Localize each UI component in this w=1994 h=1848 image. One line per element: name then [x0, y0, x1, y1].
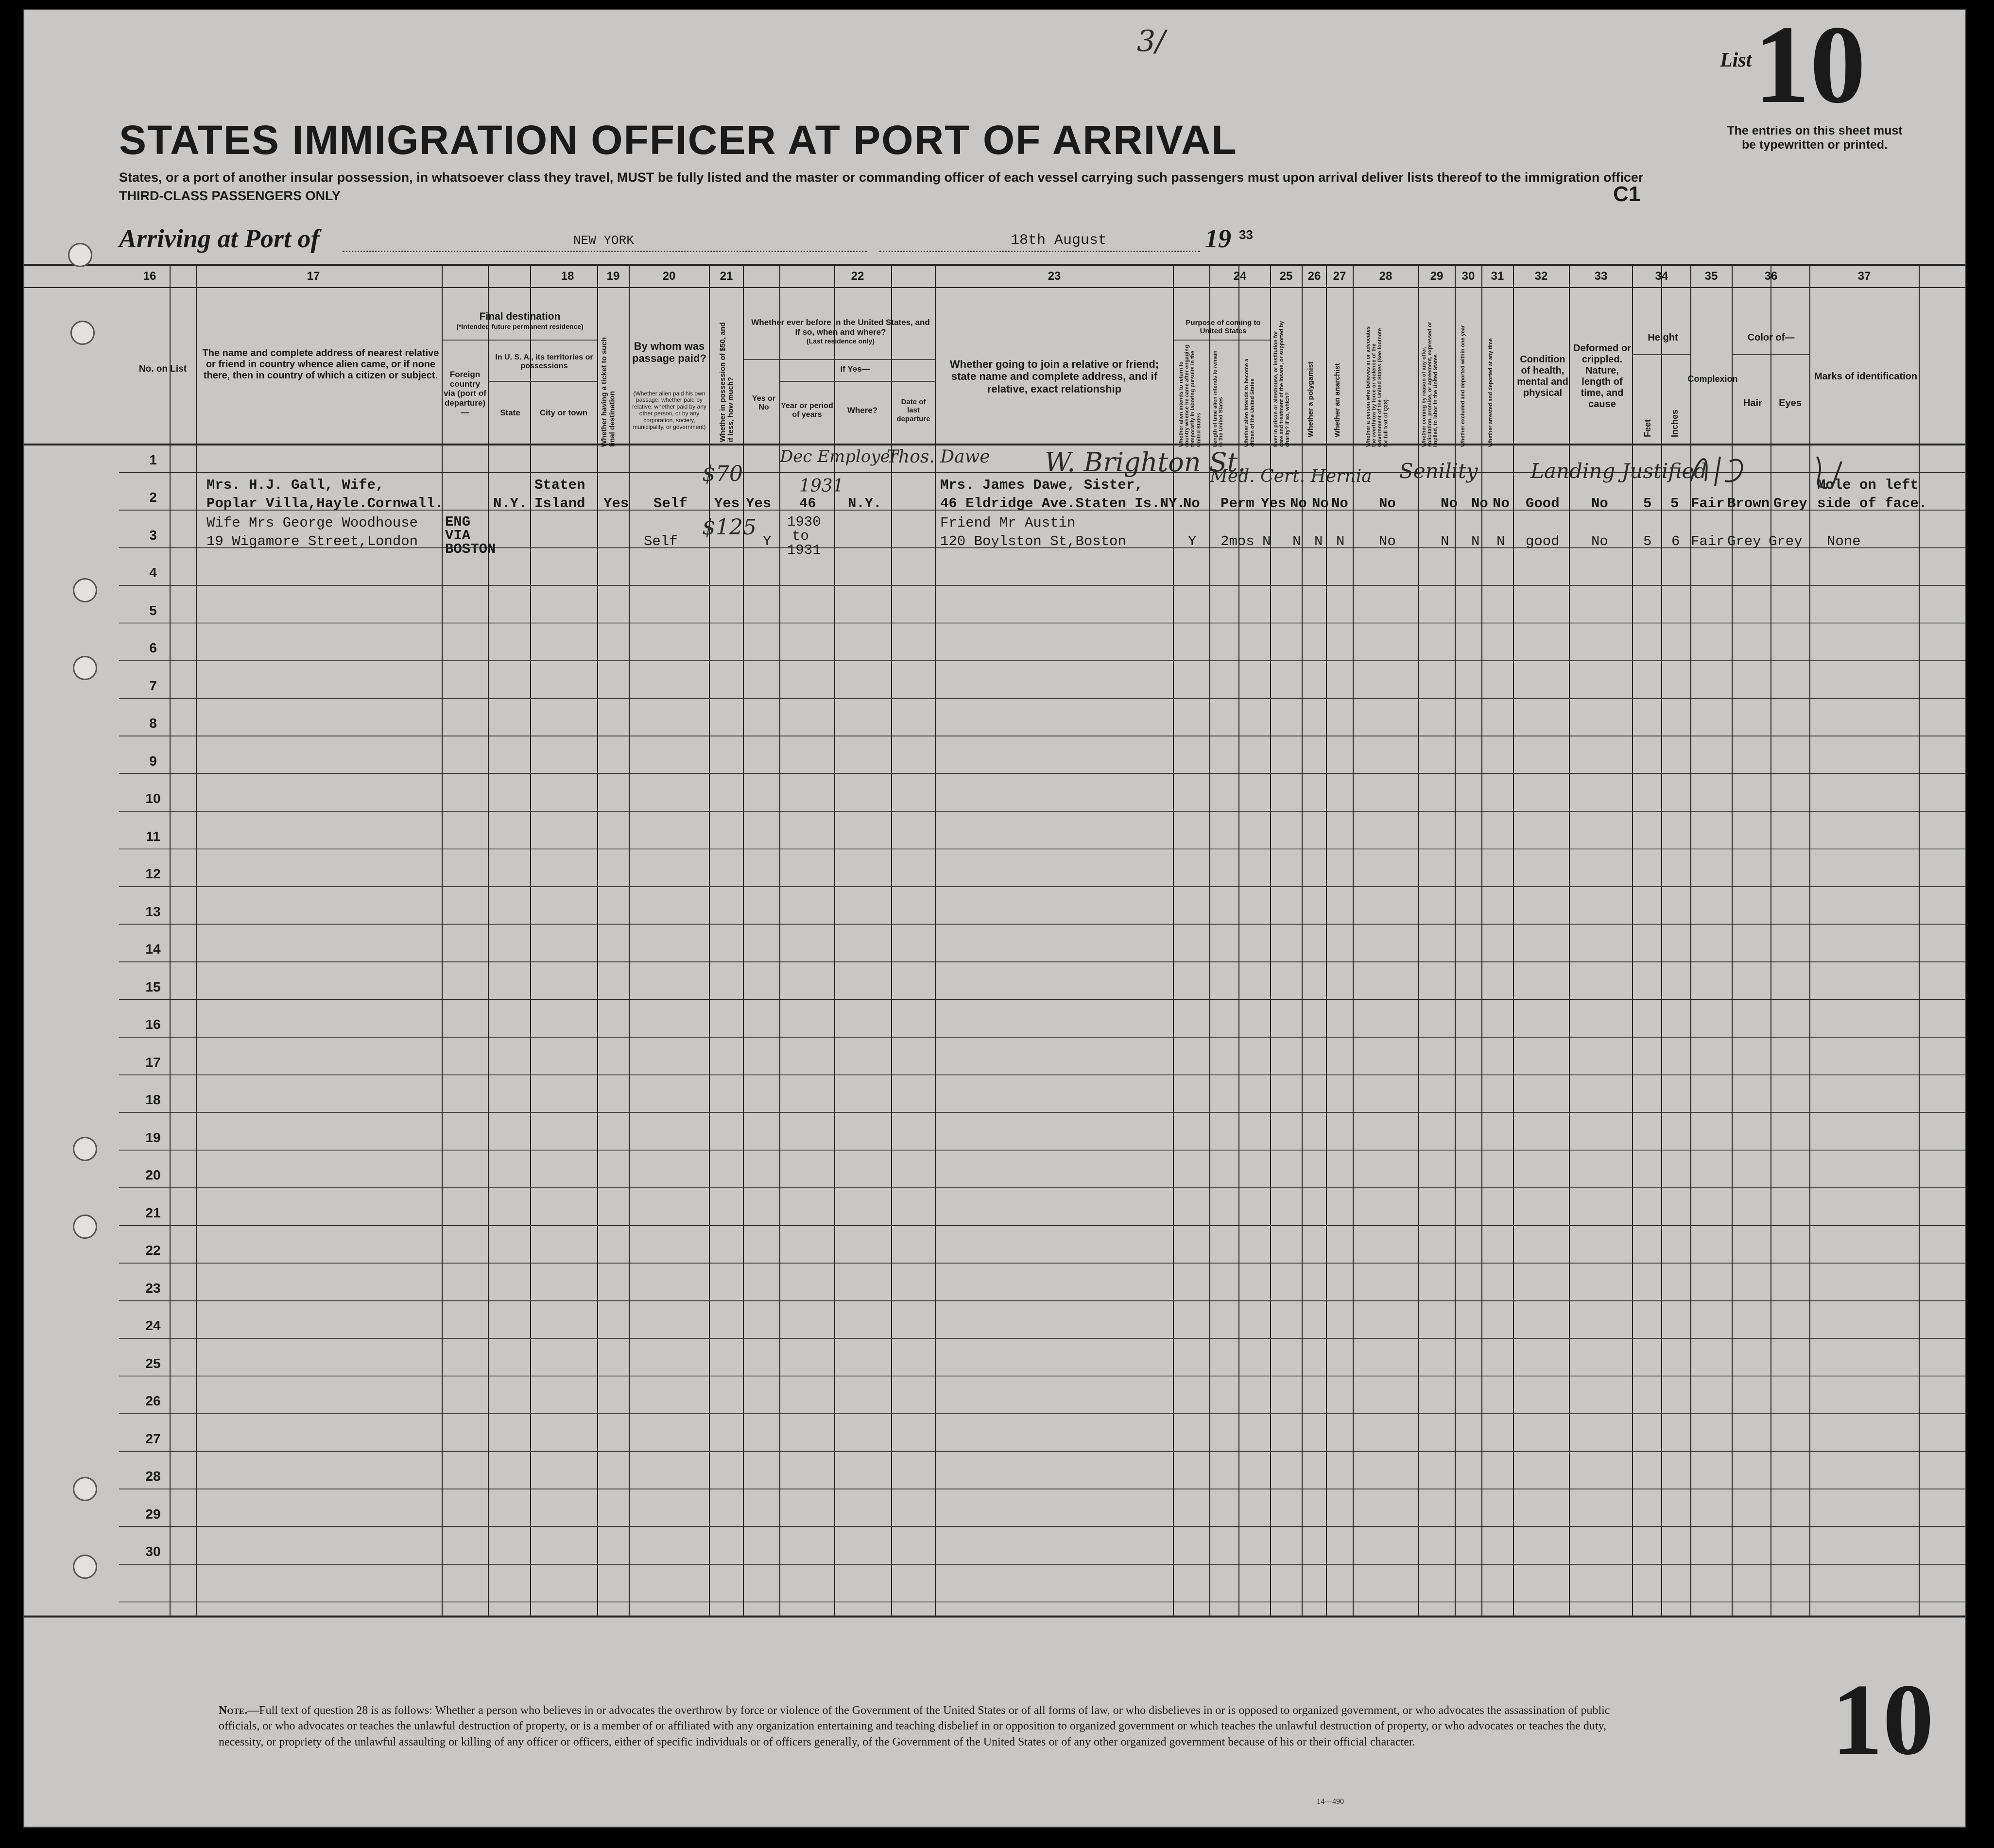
hdr-final-destination-title: Final destination	[479, 310, 561, 322]
row2-purpose-a: Y	[1188, 533, 1197, 549]
hdr-purpose: Purpose of coming to United States	[1186, 318, 1261, 335]
hdr-ever-before	[748, 317, 933, 346]
column-number: 29	[1430, 270, 1444, 283]
row-number: 27	[145, 1431, 161, 1446]
column-number: 24	[1233, 270, 1247, 283]
hdr-state: State	[500, 408, 520, 418]
hdr-foreign-country: Foreign country via (port of departure)—	[444, 370, 486, 417]
column-number: 27	[1333, 270, 1346, 283]
typed-note-line2: be typewritten or printed.	[1741, 138, 1888, 152]
hdr-polygamist: Whether a polygamist	[1306, 361, 1315, 437]
hdr-final-destination-sub: (*Intended future permanent residence)	[456, 323, 584, 331]
row1-foreign: ENG	[445, 514, 471, 530]
row-number: 19	[145, 1129, 161, 1145]
row-number: 22	[145, 1243, 161, 1258]
row1-polygamist: No	[1312, 496, 1329, 512]
row1-paid-by: Self	[653, 496, 688, 512]
row2-year	[787, 515, 821, 557]
handwritten-top-mark: 3/	[1137, 24, 1166, 58]
row1-q30: No	[1471, 496, 1488, 512]
row-number: 1	[149, 452, 157, 467]
handwritten-health-note: Senility	[1399, 459, 1478, 483]
row1-year: 46	[799, 496, 816, 512]
row2-feet: 5	[1643, 533, 1652, 549]
row1-purpose-b: Perm	[1220, 496, 1255, 512]
year-prefix: 19	[1205, 224, 1231, 253]
row2-joining-2: 120 Boylston St,Boston	[940, 533, 1126, 549]
row2-year-2: to	[792, 528, 809, 544]
row2-prison: N	[1292, 533, 1301, 549]
row-number: 10	[145, 791, 161, 806]
hdr-where: Where?	[847, 406, 878, 415]
row1-money: Yes	[714, 496, 740, 512]
punch-hole	[68, 243, 92, 267]
handwritten-year-row1: 1931	[799, 476, 844, 496]
row2-hair: Grey	[1727, 533, 1761, 549]
row2-marks: None	[1827, 533, 1861, 549]
row2-q31: N	[1496, 533, 1505, 549]
row2-joining-1: Friend Mr Austin	[940, 515, 1076, 531]
row-number: 5	[149, 602, 157, 618]
handwritten-money-row1: $70	[702, 462, 743, 486]
row1-complexion: Fair	[1691, 496, 1725, 512]
hdr-prison: Ever in prison or almshouse, or institution for care and treatment of the insane, or supported by charity? If so, which?	[1273, 321, 1291, 447]
hdr-no-on-list: No. on List	[138, 364, 187, 375]
row2-q28: No	[1379, 533, 1396, 549]
column-number: 28	[1379, 270, 1392, 283]
footer-list-number: 10	[1832, 1663, 1934, 1776]
footnote-text: —Full text of question 28 is as follows: Whether a person who believes in or advocates the overthrow by force or violence of the Government of the United States or of all forms of law, or who disbelieves in or is opposed to organized government, or who advocates the assassination of public officials, or who advocates or teaches the unlawful destruction of property, or is a member of or affiliated with any organization entertaining and teaching disbelief in or opposition to organized government or which teaches the unlawful destruction of property, or who advocates or teaches the duty, necessity, or propriety of the unlawful assaulting or killing of any officer or officers, either of specific individuals or of officers generally, of the Government of the United States or of any other organized government because of his or their official character.	[219, 1704, 1610, 1748]
hdr-health: Condition of health, mental and physical	[1517, 354, 1568, 398]
row2-foreign-1: VIA	[445, 528, 471, 544]
row-number: 18	[145, 1092, 161, 1107]
row2-q29: N	[1441, 533, 1449, 549]
row1-prison: No	[1290, 496, 1307, 512]
hdr-paid-by-sub: (Whether alien paid his own passage, whether paid by relative, whether paid by any other person, or by any corporation, society, municipality, or government)	[632, 390, 706, 430]
row-number: 24	[145, 1318, 161, 1333]
row-number: 8	[149, 716, 157, 731]
row-number: 15	[145, 979, 161, 994]
column-number: 20	[662, 270, 676, 283]
hdr-hair: Hair	[1743, 397, 1762, 409]
row-number: 17	[145, 1054, 161, 1070]
list-label: List	[1720, 49, 1752, 71]
row2-year-3: 1931	[787, 542, 821, 558]
row-number: 11	[146, 828, 160, 844]
punch-hole	[73, 1555, 97, 1579]
row-number: 29	[145, 1506, 161, 1522]
row1-q28: No	[1379, 496, 1396, 512]
punch-hole	[73, 1137, 97, 1161]
handwritten-money-row2: $125	[702, 515, 756, 540]
hdr-q29: Whether coming by reason of any offer, solicitation, promise, or agreement, expressed or implied, to labor in the United States	[1421, 322, 1439, 447]
column-number: 37	[1857, 270, 1871, 283]
row1-purpose-c: Yes	[1261, 496, 1287, 512]
row-number: 21	[145, 1205, 161, 1220]
row1-hair: Brown	[1727, 496, 1770, 512]
row1-city-1: Staten	[534, 477, 585, 493]
column-number: 35	[1704, 270, 1718, 283]
hdr-ever-before-sub: (Last residence only)	[806, 337, 875, 345]
punch-hole	[73, 1477, 97, 1501]
handwritten-address-note: W. Brighton St.	[1045, 447, 1246, 478]
column-number: 19	[606, 270, 620, 283]
row-number: 12	[145, 866, 161, 881]
row2-eyes: Grey	[1769, 533, 1803, 549]
row2-ever-before: Y	[763, 533, 772, 549]
hdr-inches: Inches	[1670, 409, 1680, 437]
row1-ticket: Yes	[603, 496, 629, 512]
sheet-code: C1	[1613, 182, 1641, 206]
column-number: 16	[143, 270, 156, 283]
row1-where: N.Y.	[848, 496, 882, 512]
hdr-anarchist: Whether an anarchist	[1333, 363, 1341, 437]
column-number: 25	[1279, 270, 1293, 283]
row1-city-2: Island	[534, 496, 585, 512]
row-number: 6	[149, 640, 157, 655]
row2-q30: N	[1471, 533, 1480, 549]
list-number: 10	[1754, 2, 1866, 126]
row-number: 14	[145, 941, 161, 957]
hdr-paid-by: By whom was passage paid?	[632, 340, 706, 364]
handwritten-flourish	[1681, 447, 1866, 491]
row2-foreign-2: BOSTON	[445, 541, 496, 557]
class-line: THIRD-CLASS PASSENGERS ONLY	[119, 188, 341, 203]
row2-year-1: 1930	[787, 514, 821, 530]
row1-anarchist: No	[1331, 496, 1348, 512]
hdr-purpose-b: Length of time alien intends to remain in the United States	[1212, 350, 1224, 447]
row-number: 4	[149, 565, 157, 580]
column-number: 34	[1655, 270, 1668, 283]
hdr-q28: Whether a person who believes in or advocates the overthrow by force or violence of the Government of the United States (See footnote for full text of Q28)	[1365, 326, 1389, 447]
hdr-date-departure: Date of last departure	[896, 398, 930, 423]
hdr-height: Height	[1648, 332, 1678, 343]
footnote	[219, 1703, 1652, 1750]
column-number: 21	[720, 270, 733, 283]
row-number: 25	[145, 1355, 161, 1371]
row1-state: N.Y.	[493, 496, 527, 512]
row2-purpose-c: N	[1262, 533, 1271, 549]
row1-health: Good	[1526, 496, 1560, 512]
year-suffix: 33	[1239, 227, 1253, 242]
row1-deformed: No	[1591, 496, 1608, 512]
punch-hole	[73, 1215, 97, 1239]
hdr-city: City or town	[539, 408, 588, 418]
column-number: 17	[307, 270, 320, 283]
punch-hole	[73, 656, 97, 680]
typed-note-line1: The entries on this sheet must	[1727, 124, 1903, 137]
manifest-sheet	[23, 2, 1966, 1828]
row1-eyes: Grey	[1773, 496, 1807, 512]
row2-relative-2: 19 Wigamore Street,London	[206, 533, 418, 549]
row1-feet: 5	[1643, 496, 1652, 512]
row2-complexion: Fair	[1691, 533, 1725, 549]
column-number: 22	[851, 270, 864, 283]
hdr-q31: Whether arrested and deported at any time	[1488, 338, 1494, 447]
row2-relative-1: Wife Mrs George Woodhouse	[206, 515, 418, 531]
row-number: 23	[145, 1280, 161, 1296]
row2-deformed: No	[1591, 533, 1608, 549]
row-number: 7	[149, 678, 157, 693]
hdr-usa: In U. S. A., its territories or possessions	[495, 353, 593, 370]
row1-relative-2: Poplar Villa,Hayle.Cornwall.	[206, 496, 444, 512]
hdr-money: Whether in possession of $50, and if less, how much?	[719, 322, 735, 442]
hdr-complexion: Complexion	[1687, 374, 1738, 384]
handwritten-joining-note: Thos. Dawe	[887, 447, 990, 467]
column-number: 26	[1307, 270, 1321, 283]
hdr-q30: Whether excluded and deported within one year	[1460, 325, 1466, 447]
instructions-line: States, or a port of another insular possession, in whatsoever class they travel, MUST be fully listed and the master or commanding officer of each vessel carrying such passengers must upon arrival deliver lists thereof to the immigration officer	[119, 170, 1644, 185]
row1-inches: 5	[1670, 496, 1679, 512]
port-value: NEW YORK	[573, 233, 634, 248]
column-number: 23	[1048, 270, 1061, 283]
row-number: 20	[145, 1167, 161, 1182]
hdr-final-destination	[442, 306, 598, 335]
handwritten-prison-note: Med. Cert. Hernia	[1210, 466, 1372, 486]
row1-relative-1: Mrs. H.J. Gall, Wife,	[206, 477, 384, 493]
column-number: 31	[1491, 270, 1504, 283]
column-number: 18	[561, 270, 574, 283]
hdr-yes-no: Yes or No	[752, 394, 776, 411]
row1-marks-2: side of face.	[1817, 496, 1927, 512]
row2-health: good	[1526, 533, 1560, 549]
column-number: 32	[1534, 270, 1548, 283]
arriving-label: Arriving at Port of	[119, 224, 320, 253]
hdr-relative: The name and complete address of nearest relative or friend in country whence alien came, or if none there, then in country of which a citizen or subject.	[202, 347, 439, 381]
form-code: 14—490	[1317, 1797, 1344, 1806]
row2-purpose-b: 2mos	[1220, 533, 1255, 549]
row-number: 3	[149, 527, 157, 543]
hdr-if-yes: If Yes—	[840, 364, 870, 374]
hdr-ever-before-title: Whether ever before in the United States, and if so, when and where?	[751, 318, 930, 337]
hdr-eyes: Eyes	[1779, 397, 1802, 409]
hdr-color-of: Color of—	[1747, 332, 1795, 343]
hdr-ticket: Whether having a ticket to such final destination	[600, 337, 617, 447]
row-number: 16	[145, 1017, 161, 1032]
row-number: 28	[145, 1469, 161, 1484]
row2-anarchist: N	[1336, 533, 1345, 549]
footnote-lead: Note.	[219, 1704, 248, 1717]
hdr-purpose-c: Whether alien intends to become a citizen of the United States	[1244, 359, 1256, 447]
row2-polygamist: N	[1314, 533, 1323, 549]
row1-joining-1: Mrs. James Dawe, Sister,	[940, 477, 1143, 493]
row-number: 2	[149, 490, 157, 505]
row1-q31: No	[1493, 496, 1510, 512]
hdr-marks: Marks of identification	[1814, 371, 1918, 382]
row-number: 26	[145, 1393, 161, 1408]
row1-ever-before: Yes	[746, 496, 772, 512]
row-number: 30	[145, 1544, 161, 1559]
hdr-feet: Feet	[1643, 419, 1652, 437]
hdr-purpose-a: Whether alien intends to return to country whence he came after engaging temporarily in laboring pursuits in the United States	[1178, 345, 1202, 447]
row1-joining-2: 46 Eldridge Ave.Staten Is.NY.	[940, 496, 1186, 512]
page-title: STATES IMMIGRATION OFFICER AT PORT OF ARRIVAL	[119, 117, 1238, 163]
hdr-year-period: Year or period of years	[781, 401, 833, 419]
row2-paid-by: Self	[644, 533, 678, 549]
column-number: 30	[1461, 270, 1475, 283]
punch-hole	[73, 578, 97, 602]
handwritten-deformed-note: Landing Justified	[1530, 459, 1707, 483]
row-number: 13	[145, 904, 161, 919]
row-number: 9	[149, 753, 157, 769]
handwritten-note-row1: Dec Employer	[780, 447, 898, 466]
row1-marks-1: Mole on left	[1817, 477, 1919, 493]
column-number: 33	[1594, 270, 1608, 283]
date-value: 18th August	[1011, 232, 1107, 249]
row1-purpose-a: No	[1183, 496, 1200, 512]
column-number: 36	[1764, 270, 1778, 283]
hdr-joining: Whether going to join a relative or friend; state name and complete address, and if relative, exact relationship	[949, 358, 1159, 395]
row1-q29: No	[1441, 496, 1458, 512]
punch-hole	[70, 321, 95, 345]
row2-inches: 6	[1671, 533, 1680, 549]
hdr-deformed: Deformed or crippled. Nature, length of time, and cause	[1573, 343, 1631, 410]
